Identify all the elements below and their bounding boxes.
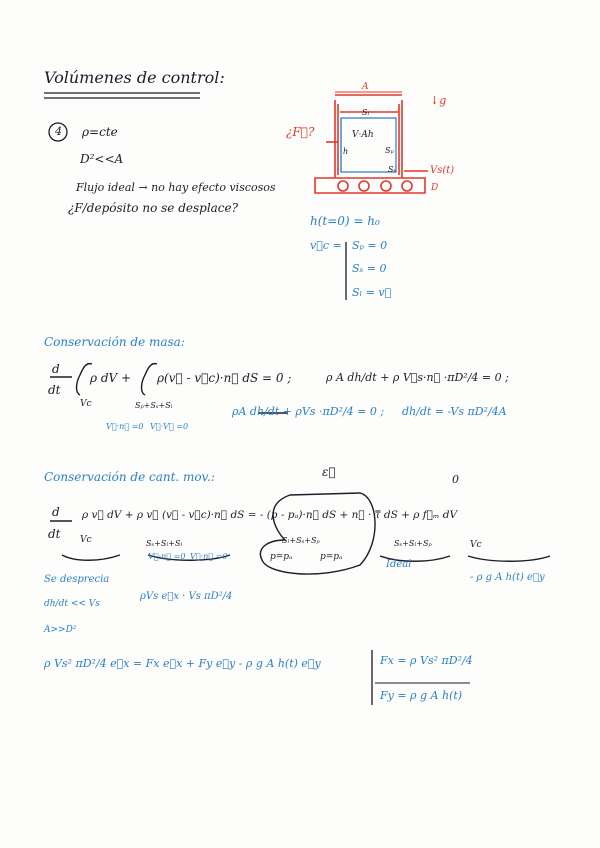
mass-equation-2: ρA dh/dt + ρVs ·πD²/4 = 0 ; xyxy=(232,405,385,418)
page-title: Volúmenes de control: xyxy=(44,68,225,87)
momentum-sub-b: Sₗ+Sₛ+Sₚ xyxy=(282,536,320,545)
surface-out-label: Sₛ xyxy=(388,165,397,174)
condition-diameter: D²<<A xyxy=(80,152,124,166)
momentum-flux-term: ρVs e⃗x · Vs πD²/4 xyxy=(140,591,233,602)
neglect-cond-2: A>>D² xyxy=(44,625,77,635)
fy-result: Fy = ρ g A h(t) xyxy=(380,689,463,702)
velocity-out-label: Vs(t) xyxy=(430,165,455,176)
overlabel-zero: 0 xyxy=(452,473,459,486)
outlet-label: D xyxy=(431,183,439,193)
momentum-vc-1: Vc xyxy=(80,535,92,545)
neglect-label: Se desprecia xyxy=(44,574,110,585)
mass-dh-dt-result: dh/dt = -Vs πD²/4A xyxy=(402,405,507,418)
momentum-heading: Conservación de cant. mov.: xyxy=(44,470,215,484)
momentum-sub-bottom-1: V⃗·n⃗ =0 xyxy=(148,552,186,561)
tank-top-label: A xyxy=(362,82,369,92)
mass-int-lower-vc: Vc xyxy=(80,399,92,409)
dt-denominator-2: dt xyxy=(48,527,61,541)
momentum-p2: p=pₐ xyxy=(320,552,343,562)
problem-number: 4 xyxy=(55,125,62,138)
gravity-label: ↓g xyxy=(430,94,447,107)
condition-flow: Flujo ideal → no hay efecto viscosos xyxy=(76,181,276,194)
condition-density: ρ=cte xyxy=(82,125,118,139)
tank-diagram xyxy=(315,95,428,193)
overlabel-e: ε⃗ xyxy=(322,465,336,479)
final-equation: ρ Vs² πD²/4 e⃗x = Fx e⃗x + Fy e⃗y - ρ g A h(t) e⃗y xyxy=(44,657,321,670)
d-numerator: d xyxy=(52,362,60,376)
height-label: h xyxy=(343,147,349,156)
initial-height: h(t=0) = h₀ xyxy=(310,214,380,228)
mass-equation-1: ρ(v⃗ - v⃗c)·n⃗ dS = 0 ; xyxy=(157,371,292,385)
vc-case-2: Sₛ = 0 xyxy=(352,262,387,275)
condition-question: ¿F/depósito no se desplace? xyxy=(68,201,239,215)
surface-top-label: Sₗ xyxy=(362,108,370,117)
mass-equation-result: ρ A dh/dt + ρ V⃗s·n⃗ ·πD²/4 = 0 ; xyxy=(326,371,509,384)
mass-sub-a: V⃗·n⃗ =0 xyxy=(106,422,144,431)
fx-result: Fx = ρ Vs² πD²/4 xyxy=(380,654,473,667)
mass-int-lower-s: Sₚ+Sₛ+Sₗ xyxy=(135,401,173,410)
control-volume-outline xyxy=(341,118,396,172)
dt-denominator: dt xyxy=(48,383,61,397)
d-numerator-2: d xyxy=(52,505,60,519)
ideal-label: Ideal xyxy=(386,559,412,570)
surface-wall-label: Sₚ xyxy=(385,146,394,155)
gravity-term: - ρ g A h(t) e⃗y xyxy=(470,572,545,583)
tank-volume-label: V·Ah xyxy=(352,130,374,140)
vc-label: v⃗c = xyxy=(310,239,342,252)
momentum-vc-2: Vc xyxy=(470,540,482,550)
mass-sub-b: V⃗·V⃗ =0 xyxy=(150,422,189,431)
mass-integrand-1: ρ dV + xyxy=(90,371,132,385)
momentum-p1: p=pₐ xyxy=(270,552,293,562)
vc-case-1: Sₚ = 0 xyxy=(352,239,388,252)
vc-case-3: Sₗ = v⃗ xyxy=(352,286,392,299)
momentum-sub-bottom-2: V⃗·n⃗ =0 xyxy=(190,552,228,561)
momentum-sub-a: Sₛ+Sₗ+Sₗ xyxy=(146,539,183,548)
momentum-sub-c: Sₛ+Sₗ+Sₚ xyxy=(394,539,432,548)
neglect-cond-1: dh/dt << Vs xyxy=(44,599,100,609)
mass-heading: Conservación de masa: xyxy=(44,335,185,349)
momentum-equation: ρ v⃗ dV + ρ v⃗ (v⃗ - v⃗c)·n⃗ dS = - (p - pₐ)·n⃗ dS + n⃗ · τ̿ dS + ρ f⃗ₘ dV xyxy=(82,509,458,521)
force-label: ¿F⃗? xyxy=(286,125,315,139)
